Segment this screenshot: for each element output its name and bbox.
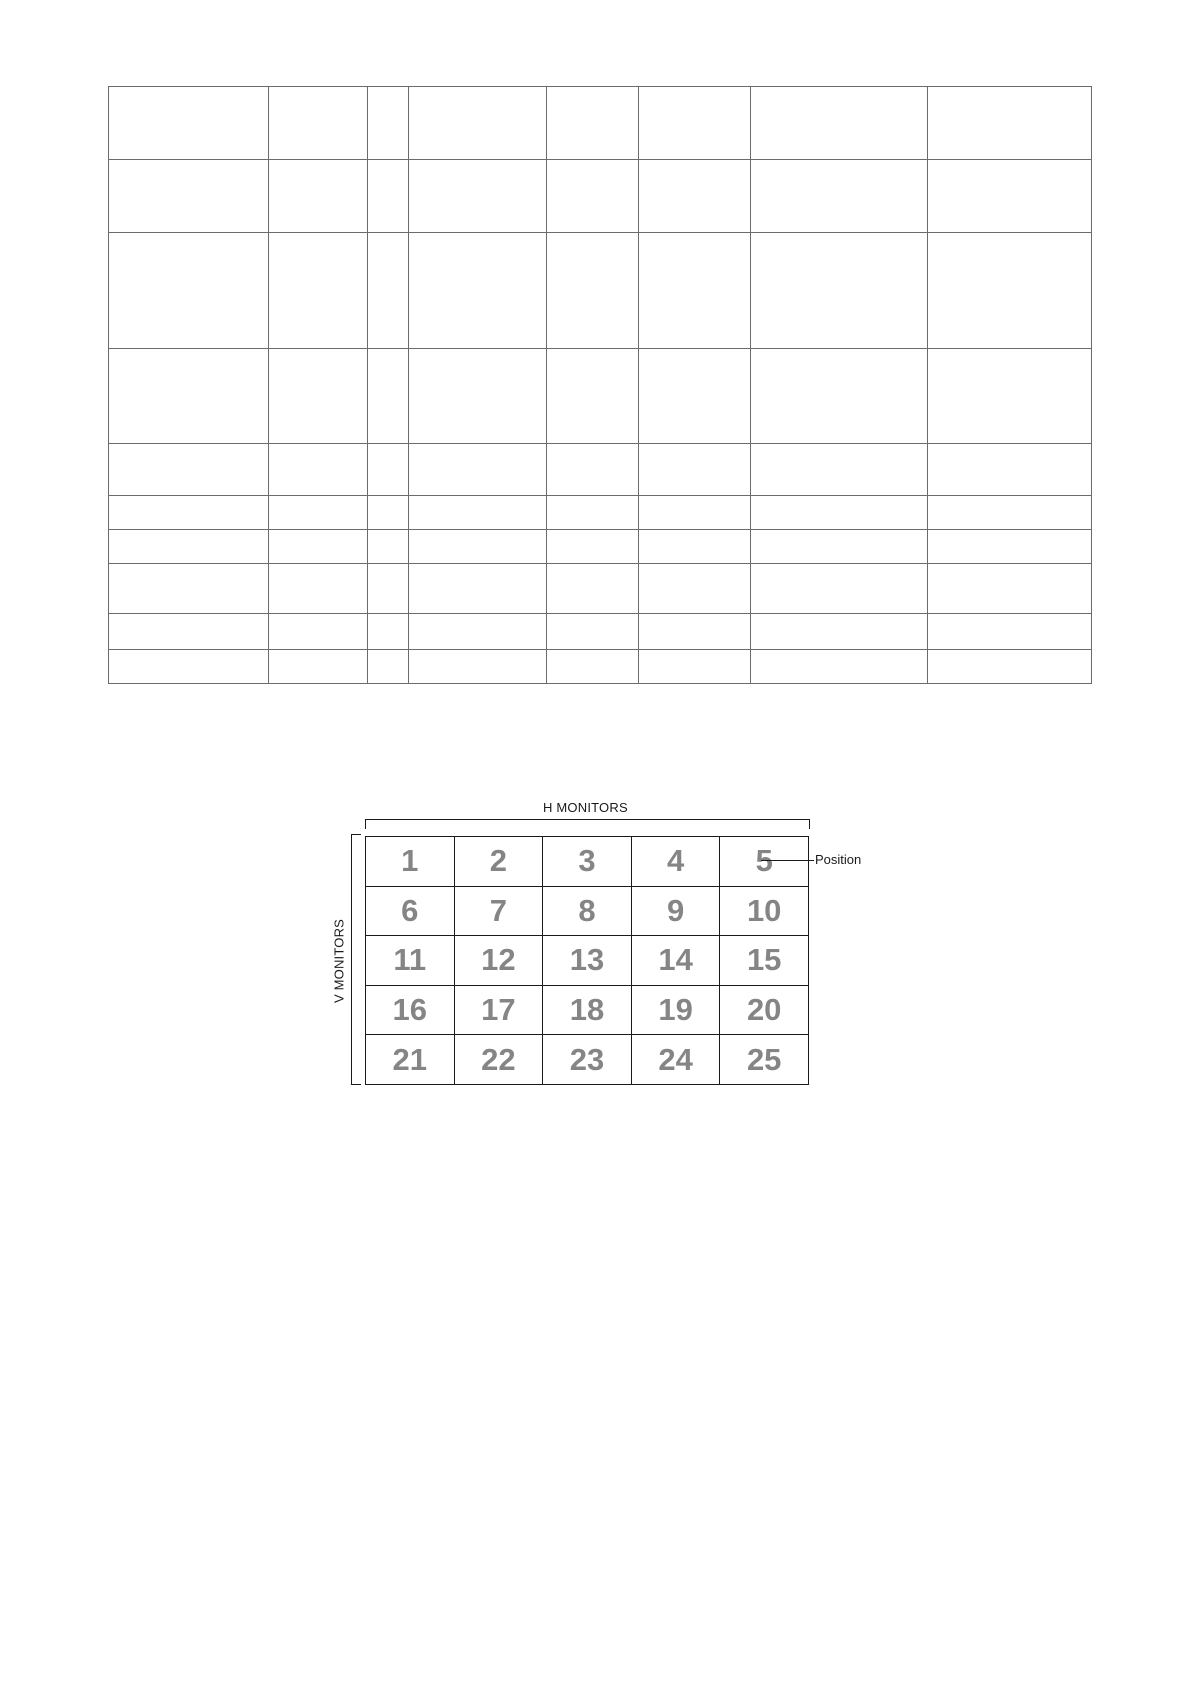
table-row <box>109 614 1092 650</box>
table-cell <box>269 444 368 496</box>
table-cell <box>639 160 751 233</box>
table-cell <box>368 87 409 160</box>
monitor-cell-9: 9 <box>632 887 721 937</box>
table-cell <box>409 160 547 233</box>
table-cell <box>639 650 751 684</box>
empty-table <box>108 86 1092 684</box>
monitor-cell-19: 19 <box>632 986 721 1036</box>
monitor-cell-6: 6 <box>366 887 455 937</box>
table-cell <box>751 160 928 233</box>
table-row <box>109 650 1092 684</box>
monitor-cell-23: 23 <box>543 1035 632 1085</box>
monitor-cell-8: 8 <box>543 887 632 937</box>
monitor-cell-2: 2 <box>455 837 544 887</box>
table-cell <box>547 444 639 496</box>
table-cell <box>109 564 269 614</box>
table-cell <box>547 160 639 233</box>
table-row <box>109 496 1092 530</box>
table-cell <box>368 160 409 233</box>
monitor-cell-13: 13 <box>543 936 632 986</box>
monitor-cell-18: 18 <box>543 986 632 1036</box>
table-cell <box>368 650 409 684</box>
table-cell <box>409 650 547 684</box>
table-row <box>109 530 1092 564</box>
table-cell <box>269 614 368 650</box>
table-cell <box>269 160 368 233</box>
table-cell <box>109 444 269 496</box>
monitor-cell-14: 14 <box>632 936 721 986</box>
h-monitors-label: H MONITORS <box>543 800 628 815</box>
monitor-cell-5: 5 <box>720 837 809 887</box>
table-cell <box>368 233 409 349</box>
table-cell <box>547 564 639 614</box>
table-cell <box>928 444 1092 496</box>
table-cell <box>368 496 409 530</box>
table-cell <box>547 87 639 160</box>
table-row <box>109 233 1092 349</box>
position-callout-label: Position <box>815 852 862 867</box>
table-cell <box>409 496 547 530</box>
monitor-cell-1: 1 <box>366 837 455 887</box>
table-cell <box>639 496 751 530</box>
table-cell <box>109 87 269 160</box>
table-cell <box>547 530 639 564</box>
table-cell <box>109 530 269 564</box>
table-cell <box>639 444 751 496</box>
table-cell <box>269 349 368 444</box>
table-cell <box>269 233 368 349</box>
monitor-cell-11: 11 <box>366 936 455 986</box>
table-cell <box>751 349 928 444</box>
table-cell <box>269 496 368 530</box>
monitor-cell-24: 24 <box>632 1035 721 1085</box>
table-cell <box>928 160 1092 233</box>
position-callout-line <box>761 860 814 861</box>
table-row <box>109 564 1092 614</box>
table-cell <box>409 614 547 650</box>
monitor-cell-22: 22 <box>455 1035 544 1085</box>
table-cell <box>751 650 928 684</box>
table-cell <box>928 496 1092 530</box>
table-cell <box>928 233 1092 349</box>
monitor-cell-21: 21 <box>366 1035 455 1085</box>
table-cell <box>109 614 269 650</box>
table-cell <box>269 87 368 160</box>
table-cell <box>639 564 751 614</box>
table-cell <box>928 650 1092 684</box>
table-cell <box>269 564 368 614</box>
table-cell <box>751 614 928 650</box>
table-cell <box>368 444 409 496</box>
monitor-cell-10: 10 <box>720 887 809 937</box>
table-row <box>109 160 1092 233</box>
monitor-grid <box>365 836 809 1085</box>
table-cell <box>751 496 928 530</box>
monitor-cell-16: 16 <box>366 986 455 1036</box>
table-cell <box>751 444 928 496</box>
monitor-cell-25: 25 <box>720 1035 809 1085</box>
table-cell <box>409 444 547 496</box>
table-cell <box>751 233 928 349</box>
table-cell <box>409 349 547 444</box>
table-cell <box>928 530 1092 564</box>
table-cell <box>547 650 639 684</box>
monitor-cell-7: 7 <box>455 887 544 937</box>
table-cell <box>639 530 751 564</box>
table-cell <box>547 349 639 444</box>
table-row <box>109 349 1092 444</box>
v-monitors-label: V MONITORS <box>331 918 347 1004</box>
table-cell <box>409 564 547 614</box>
table-cell <box>109 233 269 349</box>
monitor-cell-15: 15 <box>720 936 809 986</box>
monitor-cell-12: 12 <box>455 936 544 986</box>
table-cell <box>368 614 409 650</box>
table-cell <box>547 614 639 650</box>
table-cell <box>109 349 269 444</box>
table-cell <box>928 614 1092 650</box>
table-cell <box>751 87 928 160</box>
table-cell <box>547 496 639 530</box>
monitor-cell-20: 20 <box>720 986 809 1036</box>
table-row <box>109 444 1092 496</box>
table-cell <box>751 564 928 614</box>
table-cell <box>269 650 368 684</box>
table-cell <box>409 233 547 349</box>
table-row <box>109 87 1092 160</box>
table-cell <box>409 530 547 564</box>
v-monitors-bracket <box>351 834 361 1085</box>
table-cell <box>639 87 751 160</box>
table-cell <box>639 614 751 650</box>
h-monitors-bracket <box>365 819 810 829</box>
table-cell <box>639 349 751 444</box>
monitor-cell-3: 3 <box>543 837 632 887</box>
monitor-cell-4: 4 <box>632 837 721 887</box>
table-cell <box>547 233 639 349</box>
table-cell <box>751 530 928 564</box>
table-cell <box>269 530 368 564</box>
table-cell <box>368 530 409 564</box>
monitor-cell-17: 17 <box>455 986 544 1036</box>
table-cell <box>928 564 1092 614</box>
table-cell <box>928 87 1092 160</box>
table-cell <box>368 564 409 614</box>
table-cell <box>409 87 547 160</box>
table-cell <box>368 349 409 444</box>
table-cell <box>639 233 751 349</box>
table-cell <box>109 496 269 530</box>
table-cell <box>109 650 269 684</box>
table-cell <box>928 349 1092 444</box>
table-cell <box>109 160 269 233</box>
